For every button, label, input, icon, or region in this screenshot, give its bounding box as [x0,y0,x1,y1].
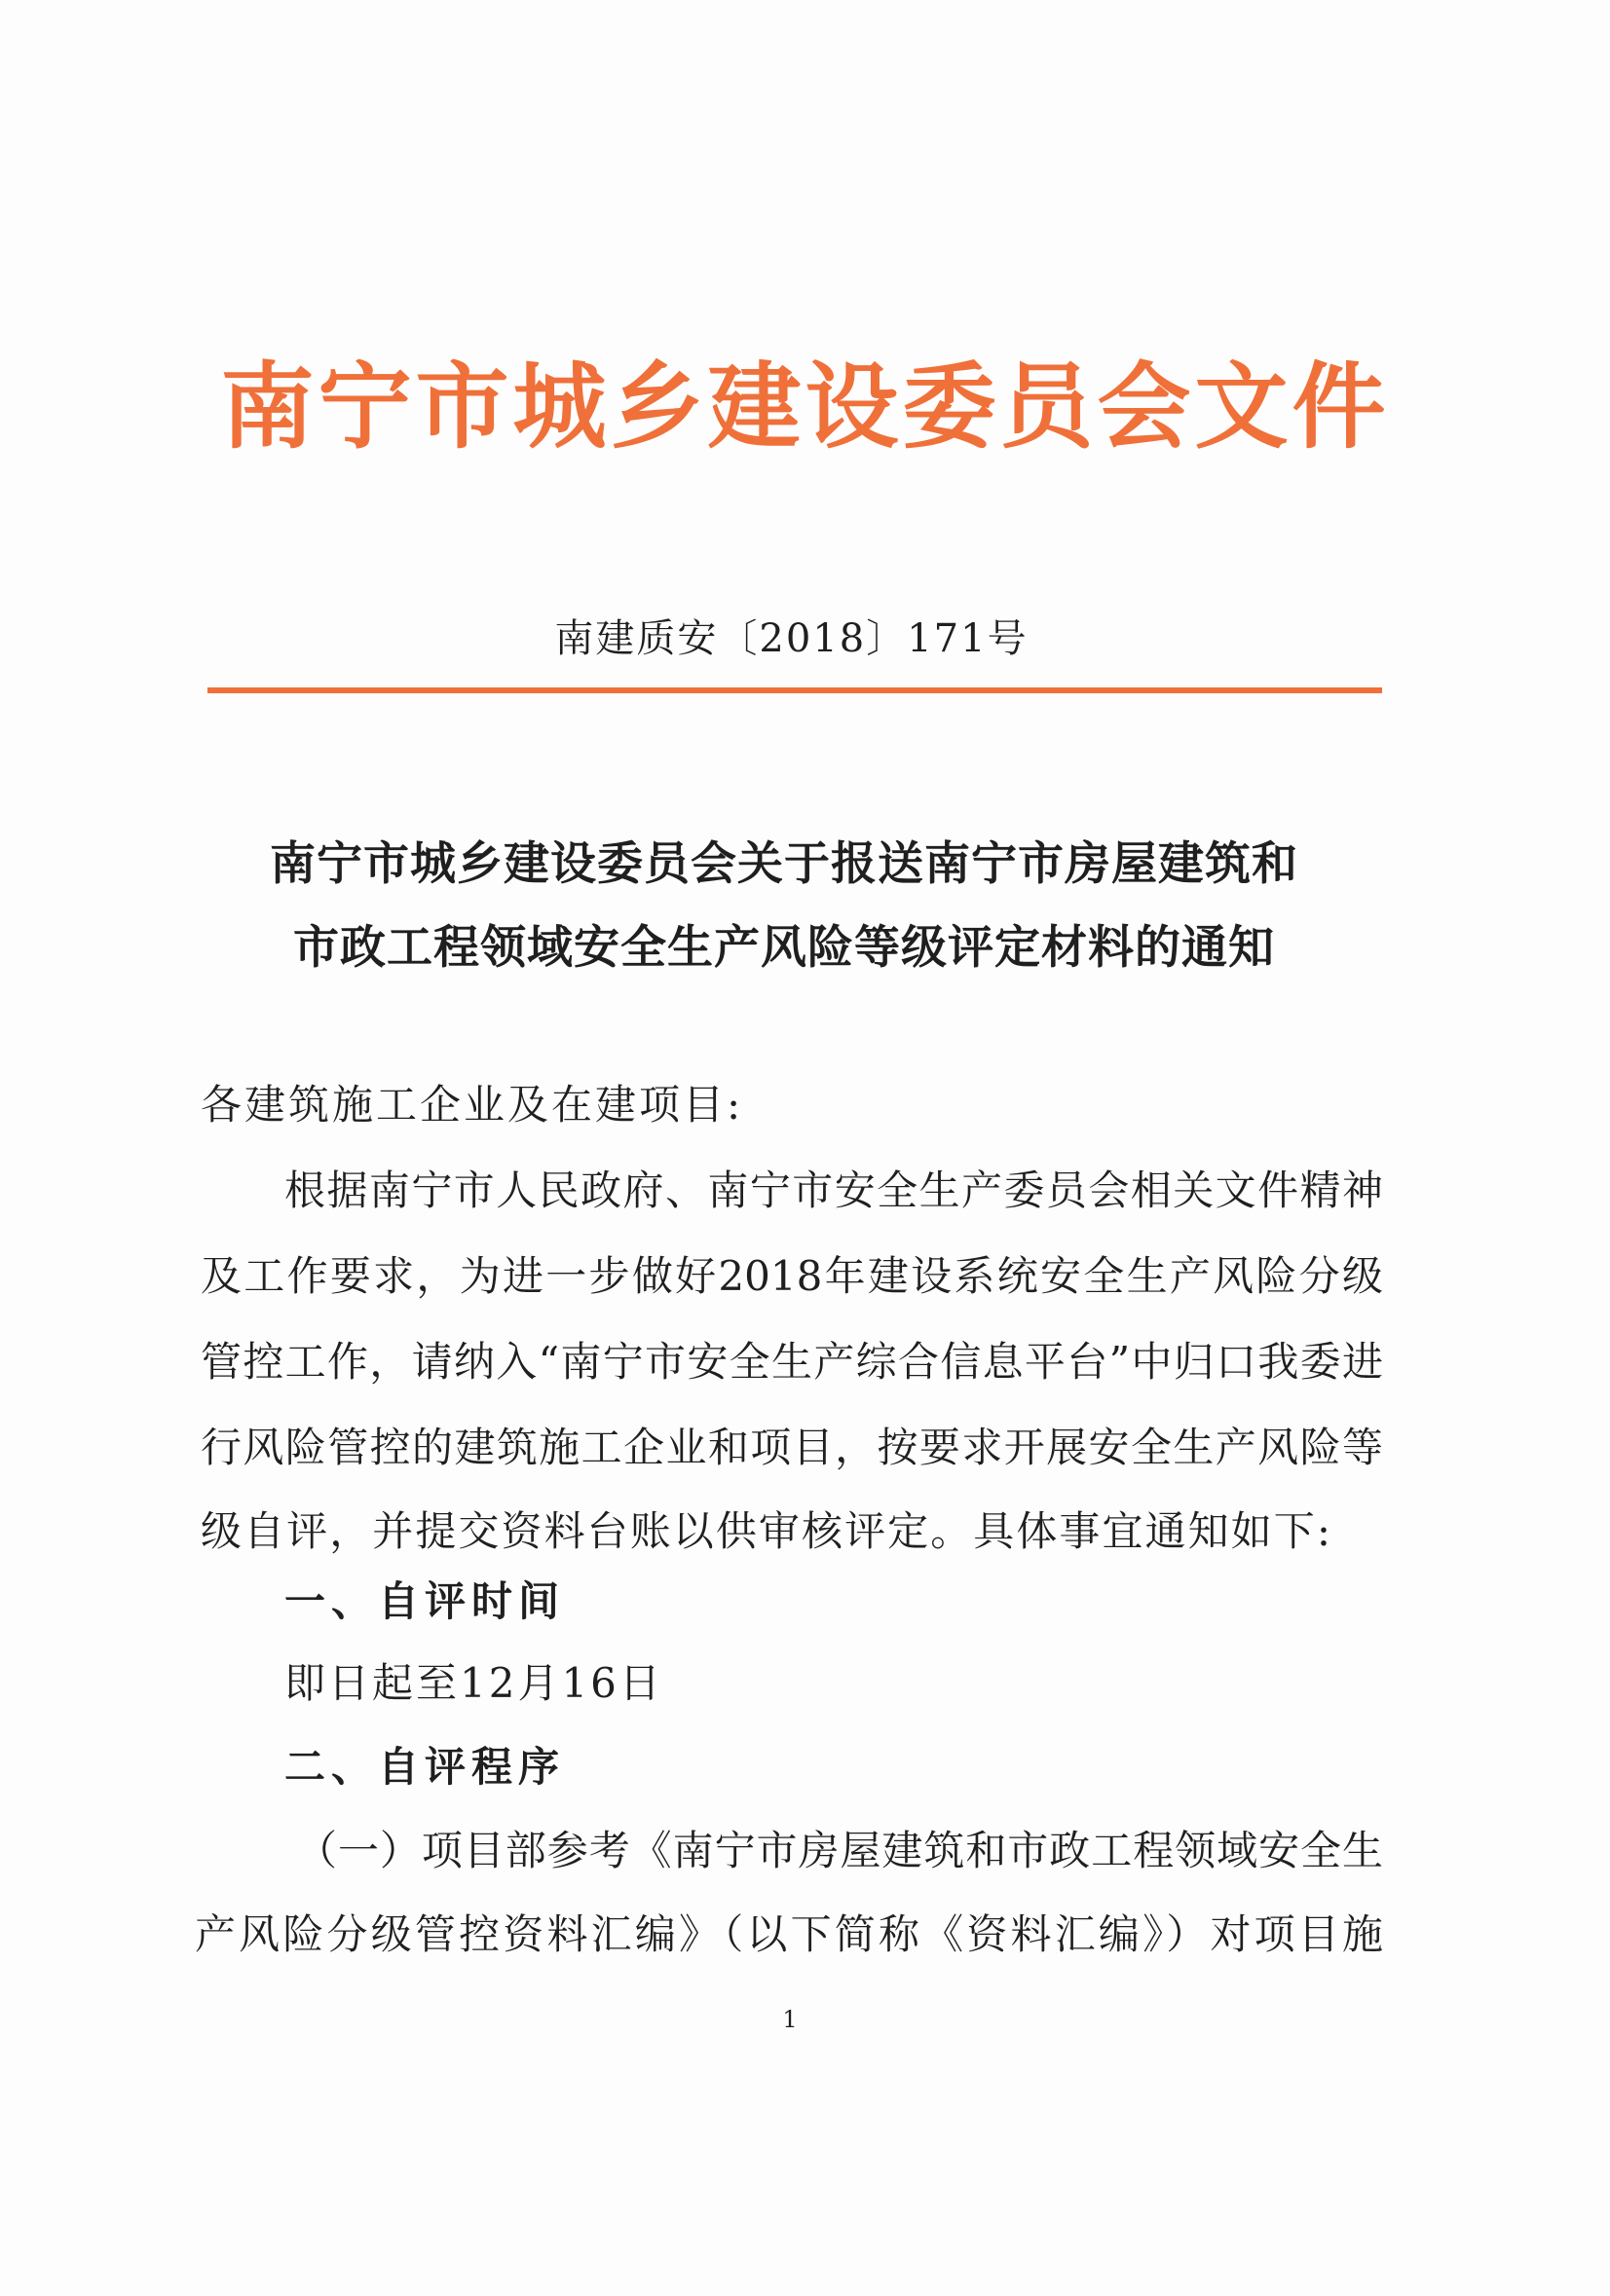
notice-title-line-2: 市政工程领域安全生产风险等级评定材料的通知 [293,921,1275,975]
paragraph-line: 行风险管控的建筑施工企业和项目，按要求开展安全生产风险等 [201,1424,1383,1471]
paragraph-line: 根据南宁市人民政府、南宁市安全生产委员会相关文件精神 [284,1167,1383,1214]
issuer-header-title: 南宁市城乡建设委员会文件 [220,352,1390,462]
section-1-text: 即日起至12月16日 [284,1659,663,1707]
paragraph-line: 及工作要求，为进一步做好2018年建设系统安全生产风险分级 [201,1252,1383,1300]
paragraph-line: 产风险分级管控资料汇编》（以下简称《资料汇编》）对项目施 [195,1910,1383,1958]
notice-title-line-1: 南宁市城乡建设委员会关于报送南宁市房屋建筑和 [270,837,1298,891]
paragraph-line: （一）项目部参考《南宁市房屋建筑和市政工程领域安全生 [296,1827,1383,1874]
page-number: 1 [782,2006,798,2033]
section-heading-1: 一、自评时间 [284,1577,566,1625]
paragraph-line: 级自评，并提交资料台账以供审核评定。具体事宜通知如下: [201,1507,1330,1555]
section-heading-2: 二、自评程序 [284,1743,566,1791]
document-number: 南建质安〔2018〕171号 [554,616,1029,661]
paragraph-line: 管控工作，请纳入“南宁市安全生产综合信息平台”中归口我委进 [201,1338,1383,1386]
red-divider-line [207,687,1382,693]
salutation: 各建筑施工企业及在建项目: [201,1081,744,1129]
